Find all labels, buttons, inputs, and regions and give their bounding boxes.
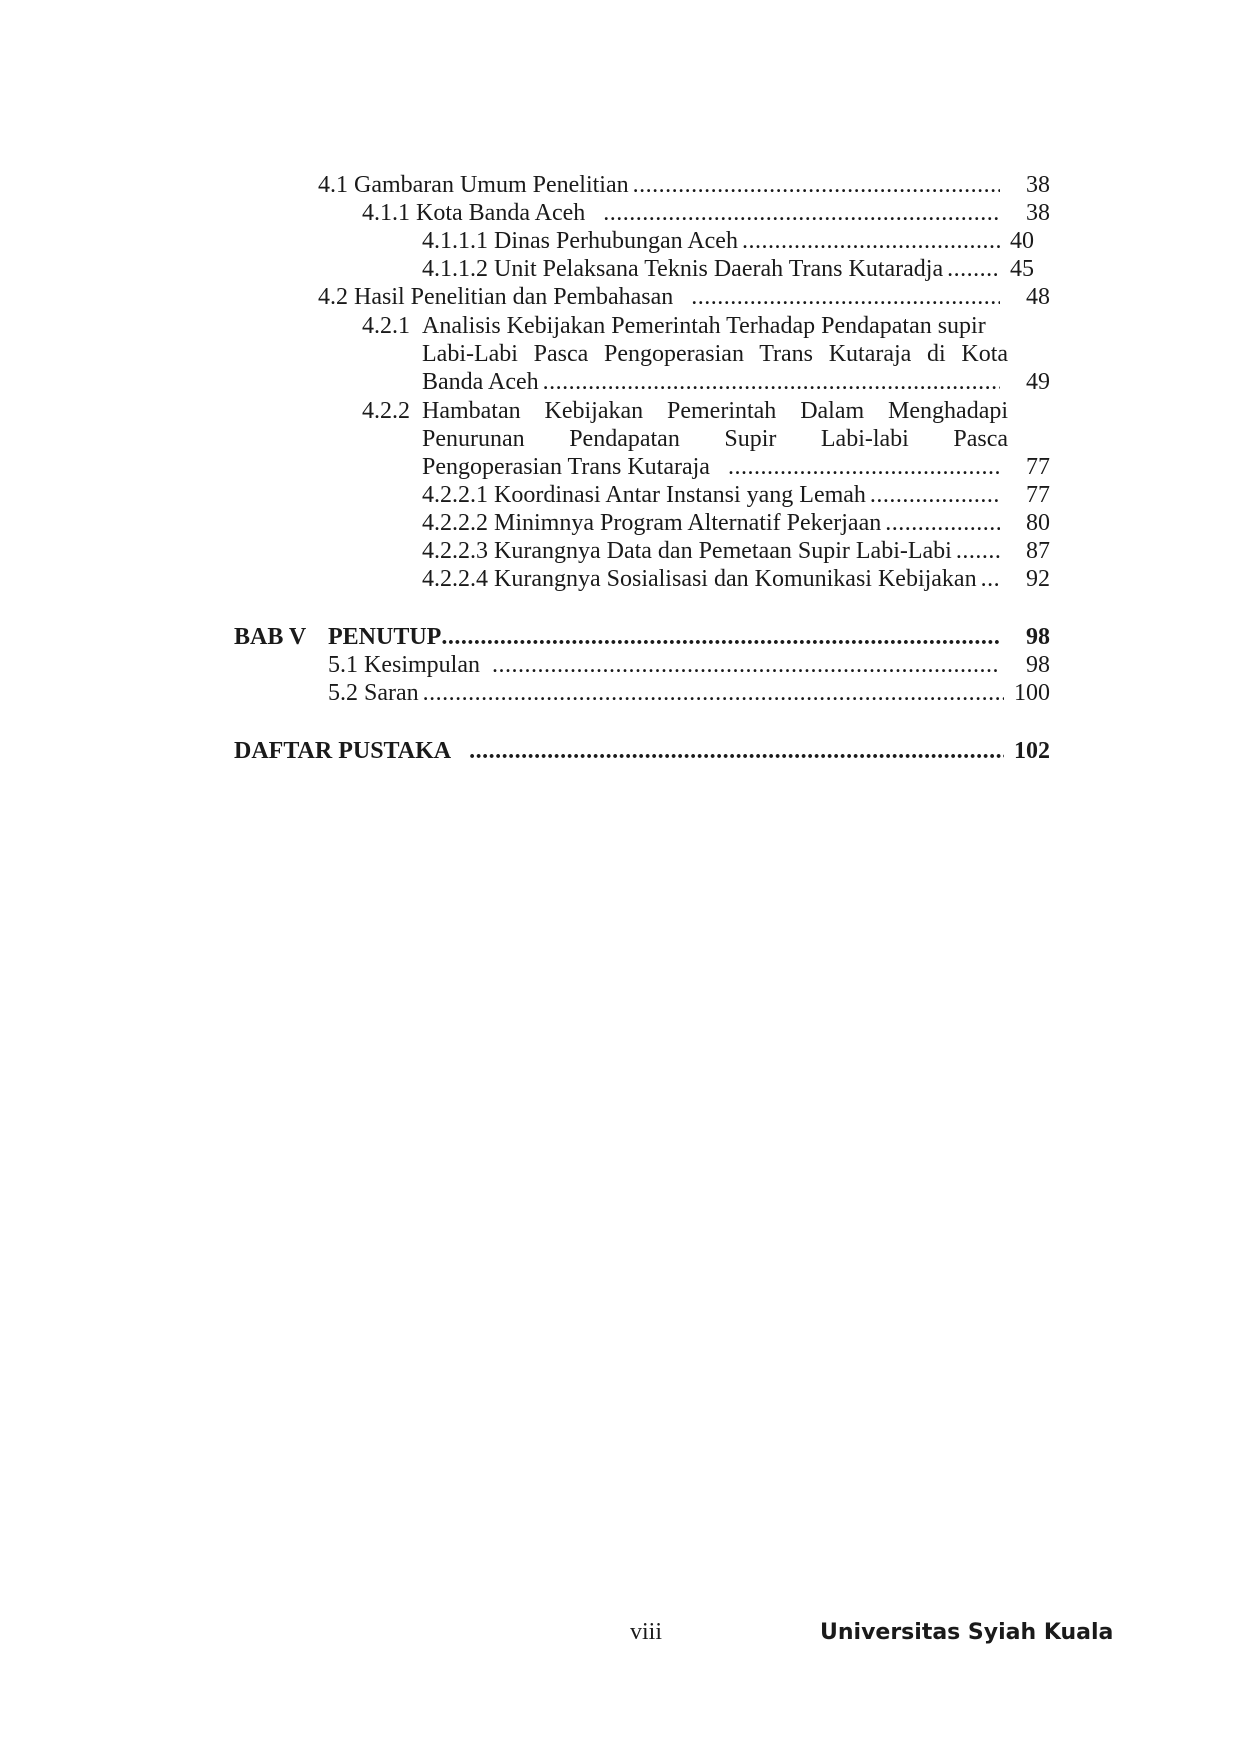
word: Labi-Labi <box>422 341 518 367</box>
toc-page-number: 102 <box>1014 738 1050 764</box>
toc-entry-bab-v[interactable] <box>328 623 1050 652</box>
toc-entry-line <box>362 312 1012 341</box>
toc-entry-title: 5.2 Saran <box>328 680 419 706</box>
dot-leader <box>691 283 1000 312</box>
toc-entry-daftar-pustaka[interactable] <box>234 737 1050 766</box>
toc-page-number: 98 <box>1026 624 1050 650</box>
toc-entry-4-1-1[interactable] <box>362 199 1050 228</box>
page-number: viii <box>630 1619 663 1645</box>
toc-entry-4-2-2-2[interactable] <box>422 509 1050 538</box>
toc-entry-4-1[interactable] <box>318 171 1050 200</box>
word: Dalam <box>800 398 865 424</box>
toc-page-number: 87 <box>1026 538 1050 564</box>
toc-entry-5-1[interactable] <box>328 651 1050 680</box>
toc-entry-title: 4.1.1.1 Dinas Perhubungan Aceh <box>422 228 738 254</box>
toc-entry-5-2[interactable] <box>328 679 1050 708</box>
toc-entry-line <box>422 425 1008 454</box>
dot-leader <box>469 737 1004 766</box>
toc-entry-title: 4.1 Gambaran Umum Penelitian <box>318 172 629 198</box>
toc-page-number: 48 <box>1026 284 1050 310</box>
word: Labi-labi <box>820 426 909 452</box>
dot-leader <box>981 565 1000 594</box>
toc-entry-title: 4.2.2.2 Minimnya Program Alternatif Pekerjaan <box>422 510 882 536</box>
word: Pasca <box>953 426 1009 452</box>
toc-entry-title: DAFTAR PUSTAKA <box>234 738 452 764</box>
toc-entry-title: 5.1 Kesimpulan <box>328 652 480 678</box>
toc-entry-title: 4.1.1 Kota Banda Aceh <box>362 200 586 226</box>
dot-leader <box>633 171 1000 200</box>
toc-entry-4-1-1-2[interactable] <box>422 255 1050 284</box>
toc-entry-title: 4.2.2.1 Koordinasi Antar Instansi yang Lemah <box>422 482 866 508</box>
toc-entry-number: 4.2.2 <box>362 398 410 424</box>
toc-entry-number: 4.2.1 <box>362 313 410 339</box>
word: Pasca <box>533 341 589 367</box>
toc-page-number: 77 <box>1026 482 1050 508</box>
word: Kebijakan <box>544 398 644 424</box>
toc-page-number: 77 <box>1026 454 1050 480</box>
word: Hambatan <box>422 398 521 424</box>
toc-page-number: 40 <box>1010 228 1034 254</box>
toc-page-number: 80 <box>1026 510 1050 536</box>
toc-page-number: 92 <box>1026 566 1050 592</box>
toc-entry-title: 4.2.2.3 Kurangnya Data dan Pemetaan Supir Labi-Labi <box>422 538 952 564</box>
toc-entry-title: PENUTUP <box>328 624 442 650</box>
toc-entry-title: 4.2.2.4 Kurangnya Sosialisasi dan Komunikasi Kebijakan <box>422 566 977 592</box>
toc-entry-4-2[interactable] <box>318 283 1050 312</box>
toc-entry-4-2-2-1[interactable] <box>422 481 1050 510</box>
toc-entry-4-1-1-1[interactable] <box>422 227 1050 256</box>
word: Kutaraja <box>828 341 912 367</box>
institution-name: Universitas Syiah Kuala <box>820 1620 1114 1645</box>
toc-entry-line <box>422 340 1008 369</box>
toc-page-number: 38 <box>1026 200 1050 226</box>
word: Pendapatan <box>569 426 680 452</box>
toc-page-number: 49 <box>1026 369 1050 395</box>
word: Pengoperasian <box>603 341 744 367</box>
toc-page-number: 98 <box>1026 652 1050 678</box>
dot-leader <box>423 679 1004 708</box>
dot-leader <box>492 651 1000 680</box>
dot-leader <box>441 623 1000 652</box>
dot-leader <box>956 537 1000 566</box>
word: Supir <box>724 426 777 452</box>
word: Pemerintah <box>667 398 777 424</box>
toc-page-number: 100 <box>1014 680 1050 706</box>
dot-leader <box>870 481 1000 510</box>
toc-page-number: 45 <box>1010 256 1034 282</box>
toc-entry-line <box>422 368 1050 397</box>
dot-leader <box>603 199 1000 228</box>
word: Menghadapi <box>888 398 1009 424</box>
toc-entry-title: 4.1.1.2 Unit Pelaksana Teknis Daerah Trans Kutaradja <box>422 256 944 282</box>
word: Kota <box>961 341 1009 367</box>
toc-entry-line <box>422 453 1050 482</box>
toc-entry-line <box>362 397 1008 426</box>
toc-page-number: 38 <box>1026 172 1050 198</box>
toc-entry-title: Analisis Kebijakan Pemerintah Terhadap Pendapatan supir <box>422 313 986 339</box>
chapter-label: BAB V <box>234 624 307 650</box>
word: Penurunan <box>422 426 525 452</box>
dot-leader <box>728 453 1000 482</box>
dot-leader <box>742 227 1000 256</box>
toc-entry-4-2-2-4[interactable] <box>422 565 1050 594</box>
word: di <box>927 341 946 367</box>
toc-entry-4-2-2-3[interactable] <box>422 537 1050 566</box>
dot-leader <box>947 255 1000 284</box>
dot-leader <box>543 368 1000 397</box>
toc-entry-title: Pengoperasian Trans Kutaraja <box>422 454 710 480</box>
toc-entry-title-justified <box>422 397 1008 426</box>
dot-leader <box>885 509 1000 538</box>
toc-entry-title: Banda Aceh <box>422 369 539 395</box>
toc-entry-title: 4.2 Hasil Penelitian dan Pembahasan <box>318 284 674 310</box>
word: Trans <box>759 341 814 367</box>
